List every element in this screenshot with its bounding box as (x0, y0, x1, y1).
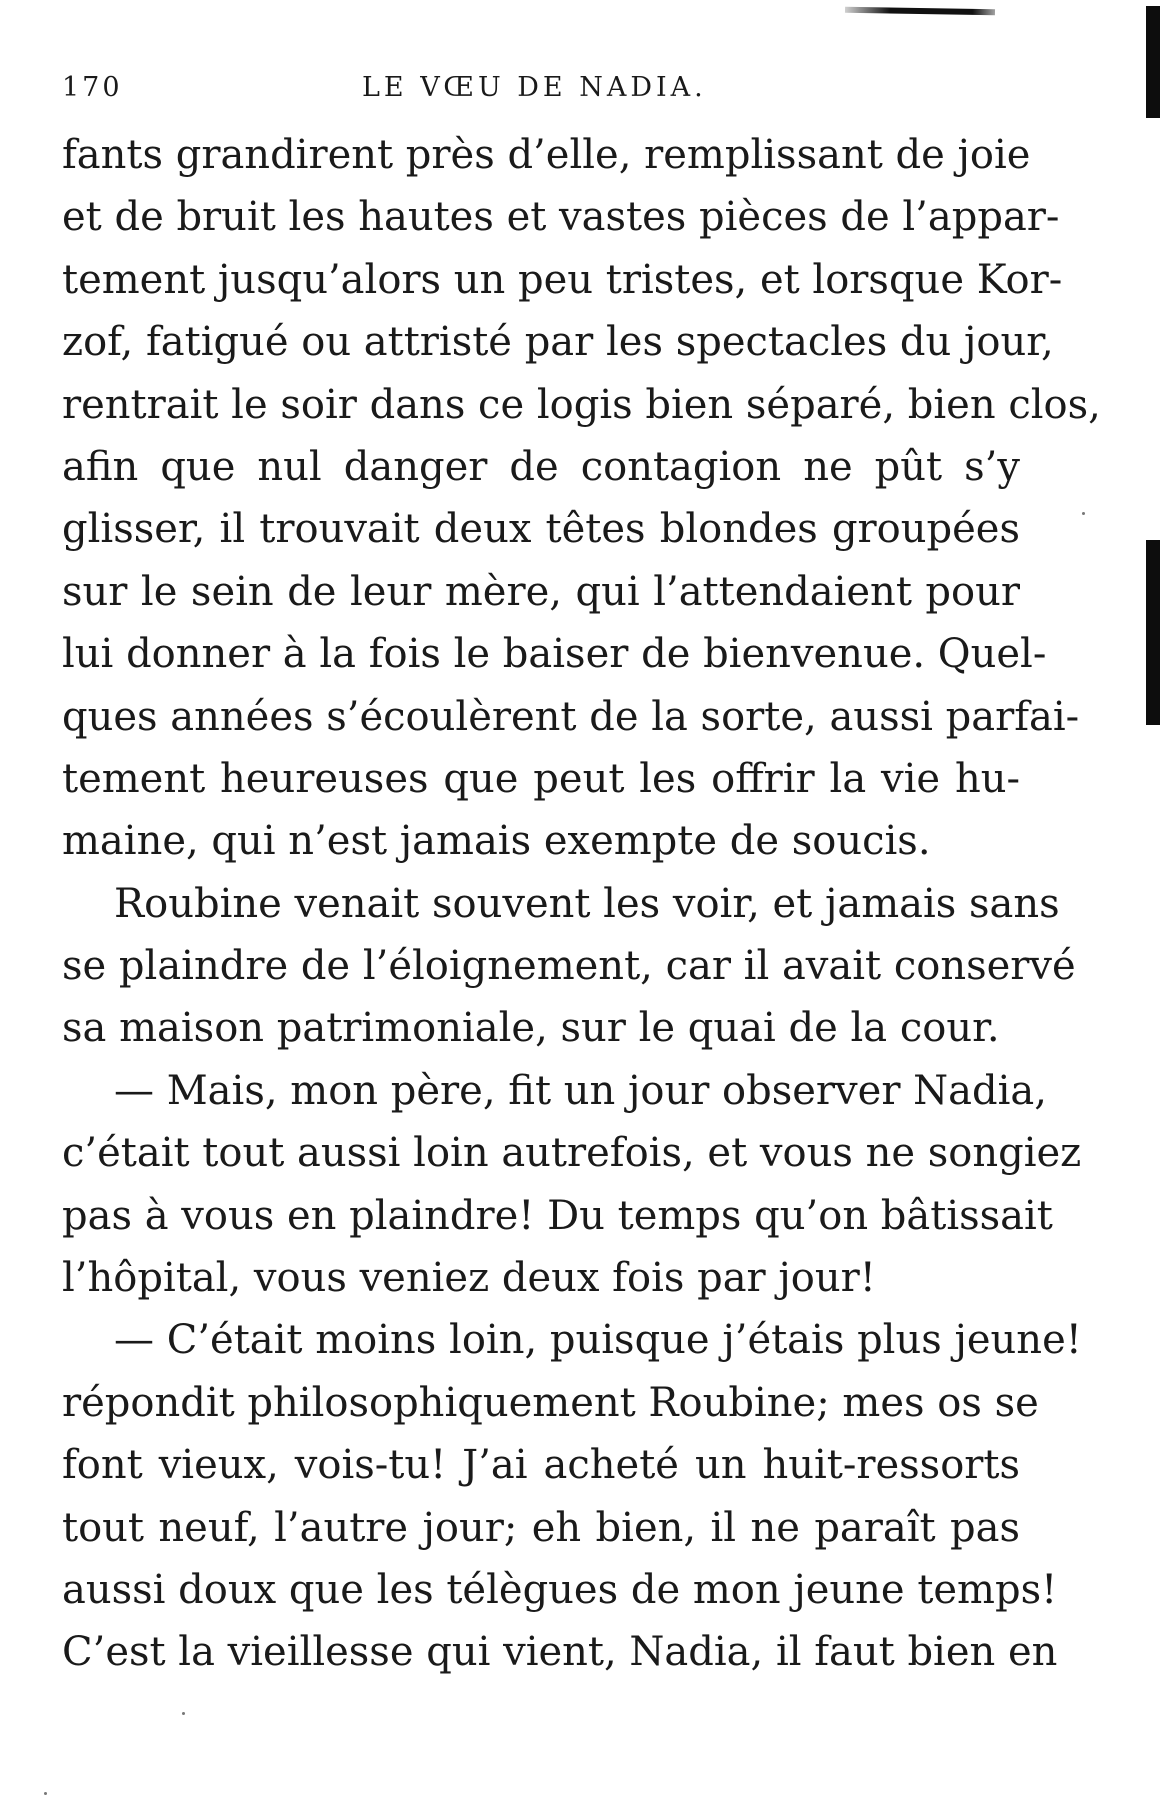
text-line: sa maison patrimoniale, sur le quai de la cour. (62, 1005, 1000, 1052)
text-line: rentrait le soir dans ce logis bien séparé, bien clos, (62, 381, 1101, 428)
text-line: l’hôpital, vous veniez deux fois par jour! (62, 1255, 876, 1302)
text-line: — C’était moins loin, puisque j’étais plus jeune! (114, 1317, 1082, 1364)
text-line: C’est la vieillesse qui vient, Nadia, il faut bien en (62, 1629, 1058, 1676)
text-line: font vieux, vois-tu! J’ai acheté un huit-ressorts (62, 1442, 1020, 1489)
text-line: c’était tout aussi loin autrefois, et vous ne songiez (62, 1130, 1082, 1177)
text-line: — Mais, mon père, fit un jour observer Nadia, (114, 1067, 1047, 1114)
text-line: sur le sein de leur mère, qui l’attendaient pour (62, 568, 1020, 615)
text-line: ques années s’écoulèrent de la sorte, aussi parfai- (62, 693, 1080, 740)
scan-edge-mark (1146, 6, 1160, 118)
scan-speck (44, 1792, 47, 1795)
text-line: pas à vous en plaindre! Du temps qu’on bâtissait (62, 1192, 1053, 1239)
body-text (62, 124, 1101, 1684)
text-line: glisser, il trouvait deux têtes blondes groupées (62, 506, 1020, 553)
scan-speck (1082, 512, 1085, 515)
text-line: maine, qui n’est jamais exempte de soucis. (62, 818, 931, 865)
text-line: répondit philosophiquement Roubine; mes os se (62, 1379, 1039, 1426)
text-line: et de bruit les hautes et vastes pièces de l’appar- (62, 194, 1060, 241)
text-line: afin que nul danger de contagion ne pût s’y (62, 443, 1020, 490)
text-line: tement heureuses que peut les offrir la vie hu- (62, 755, 1020, 802)
scan-speck (182, 1712, 185, 1715)
text-line: se plaindre de l’éloignement, car il avait conservé (62, 943, 1076, 990)
running-title: LE VŒU DE NADIA. (362, 72, 707, 103)
text-line: zof, fatigué ou attristé par les spectacles du jour, (62, 319, 1054, 366)
text-line: Roubine venait souvent les voir, et jamais sans (114, 880, 1060, 927)
text-line: tement jusqu’alors un peu tristes, et lorsque Kor- (62, 256, 1063, 303)
page-header (62, 72, 1012, 112)
scan-edge-mark (845, 7, 995, 16)
scan-edge-mark (1146, 540, 1160, 725)
page-number: 170 (62, 72, 123, 103)
text-line: aussi doux que les télègues de mon jeune temps! (62, 1566, 1058, 1613)
text-line: tout neuf, l’autre jour; eh bien, il ne paraît pas (62, 1504, 1020, 1551)
text-line: lui donner à la fois le baiser de bienvenue. Quel- (62, 631, 1047, 678)
text-line: fants grandirent près d’elle, remplissant de joie (62, 132, 1031, 178)
